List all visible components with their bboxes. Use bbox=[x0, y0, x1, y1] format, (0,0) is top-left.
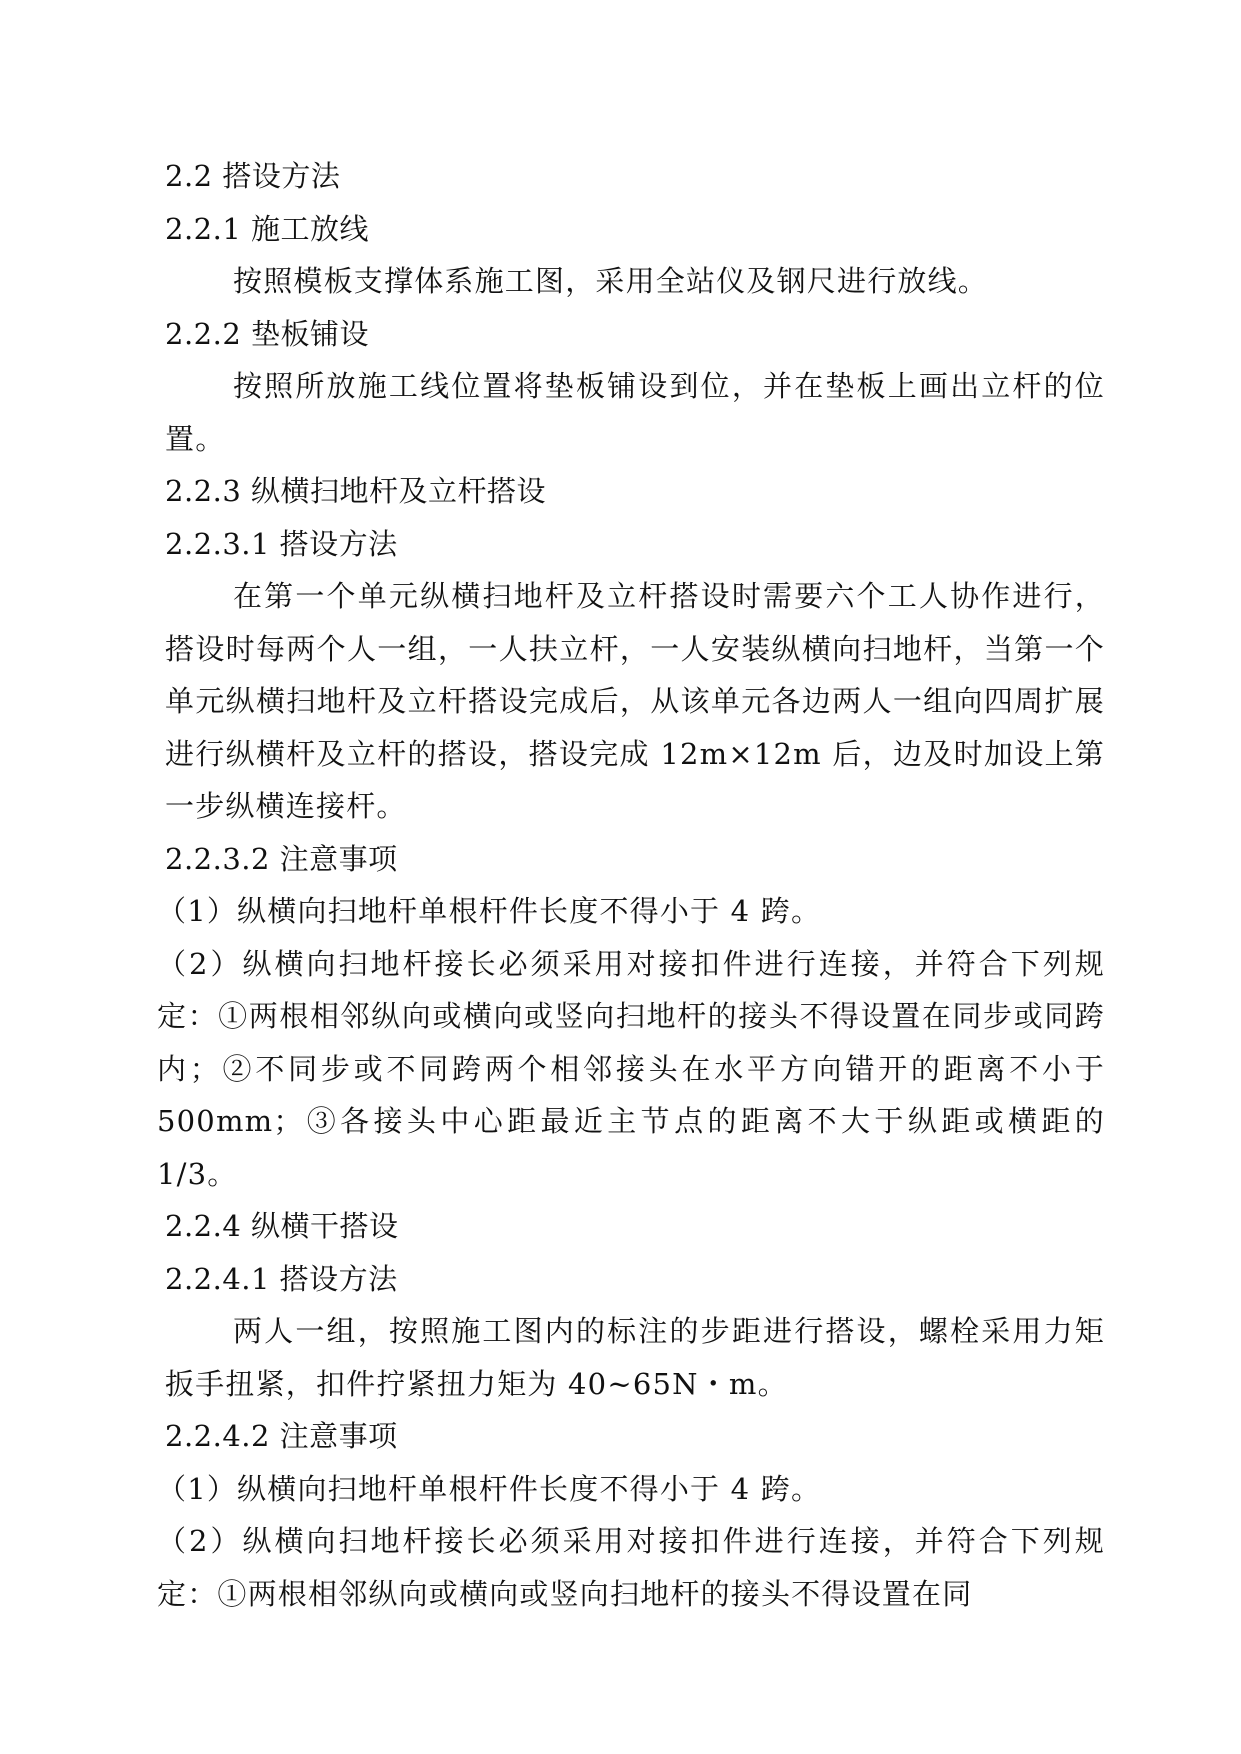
paragraph-bar-erection-method: 两人一组，按照施工图内的标注的步距进行搭设，螺栓采用力矩扳手扭紧，扣件拧紧扭力矩为 40~65N・m。 bbox=[165, 1314, 1105, 1401]
document-page bbox=[157, 150, 1105, 1620]
list-item-1b: （1）纵横向扫地杆单根杆件长度不得小于 4 跨。 bbox=[157, 1471, 822, 1506]
list-item-2b: （2）纵横向扫地杆接长必须采用对接扣件进行连接，并符合下列规定：①两根相邻纵向或横向或竖向扫地杆的接头不得设置在同 bbox=[157, 1524, 1105, 1611]
section-heading-2-2-2: 2.2.2 垫板铺设 bbox=[165, 316, 370, 351]
paragraph-pad-laying: 按照所放施工线位置将垫板铺设到位，并在垫板上画出立杆的位置。 bbox=[165, 369, 1105, 456]
list-item-1: （1）纵横向扫地杆单根杆件长度不得小于 4 跨。 bbox=[157, 894, 822, 928]
section-heading-2-2-4: 2.2.4 纵横干搭设 bbox=[165, 1209, 399, 1243]
paragraph-construction-layout: 按照模板支撑体系施工图，采用全站仪及钢尺进行放线。 bbox=[233, 264, 989, 298]
section-heading-2-2-3-1: 2.2.3.1 搭设方法 bbox=[165, 526, 398, 561]
list-item-2: （2）纵横向扫地杆接长必须采用对接扣件进行连接，并符合下列规定：①两根相邻纵向或横向或竖向扫地杆的接头不得设置在同步或同跨内；②不同步或不同跨两个相邻接头在水平方向错开的距离不小于 500mm；③各接头中心距最近主节点的距离不大于纵距或横距的 1/3。 bbox=[157, 946, 1105, 1191]
section-heading-2-2-3-2: 2.2.3.2 注意事项 bbox=[165, 841, 398, 876]
section-heading-2-2-4-1: 2.2.4.1 搭设方法 bbox=[165, 1261, 398, 1296]
section-heading-2-2: 2.2 搭设方法 bbox=[165, 159, 341, 193]
section-heading-2-2-3: 2.2.3 纵横扫地杆及立杆搭设 bbox=[165, 474, 547, 508]
paragraph-erection-method: 在第一个单元纵横扫地杆及立杆搭设时需要六个工人协作进行，搭设时每两个人一组，一人扶立杆，一人安装纵横向扫地杆，当第一个单元纵横扫地杆及立杆搭设完成后，从该单元各边两人一组向四周扩展进行纵横杆及立杆的搭设，搭设完成 12m×12m 后，边及时加设上第一步纵横连接杆。 bbox=[165, 579, 1105, 823]
section-heading-2-2-1: 2.2.1 施工放线 bbox=[165, 211, 370, 246]
section-heading-2-2-4-2: 2.2.4.2 注意事项 bbox=[165, 1419, 398, 1453]
